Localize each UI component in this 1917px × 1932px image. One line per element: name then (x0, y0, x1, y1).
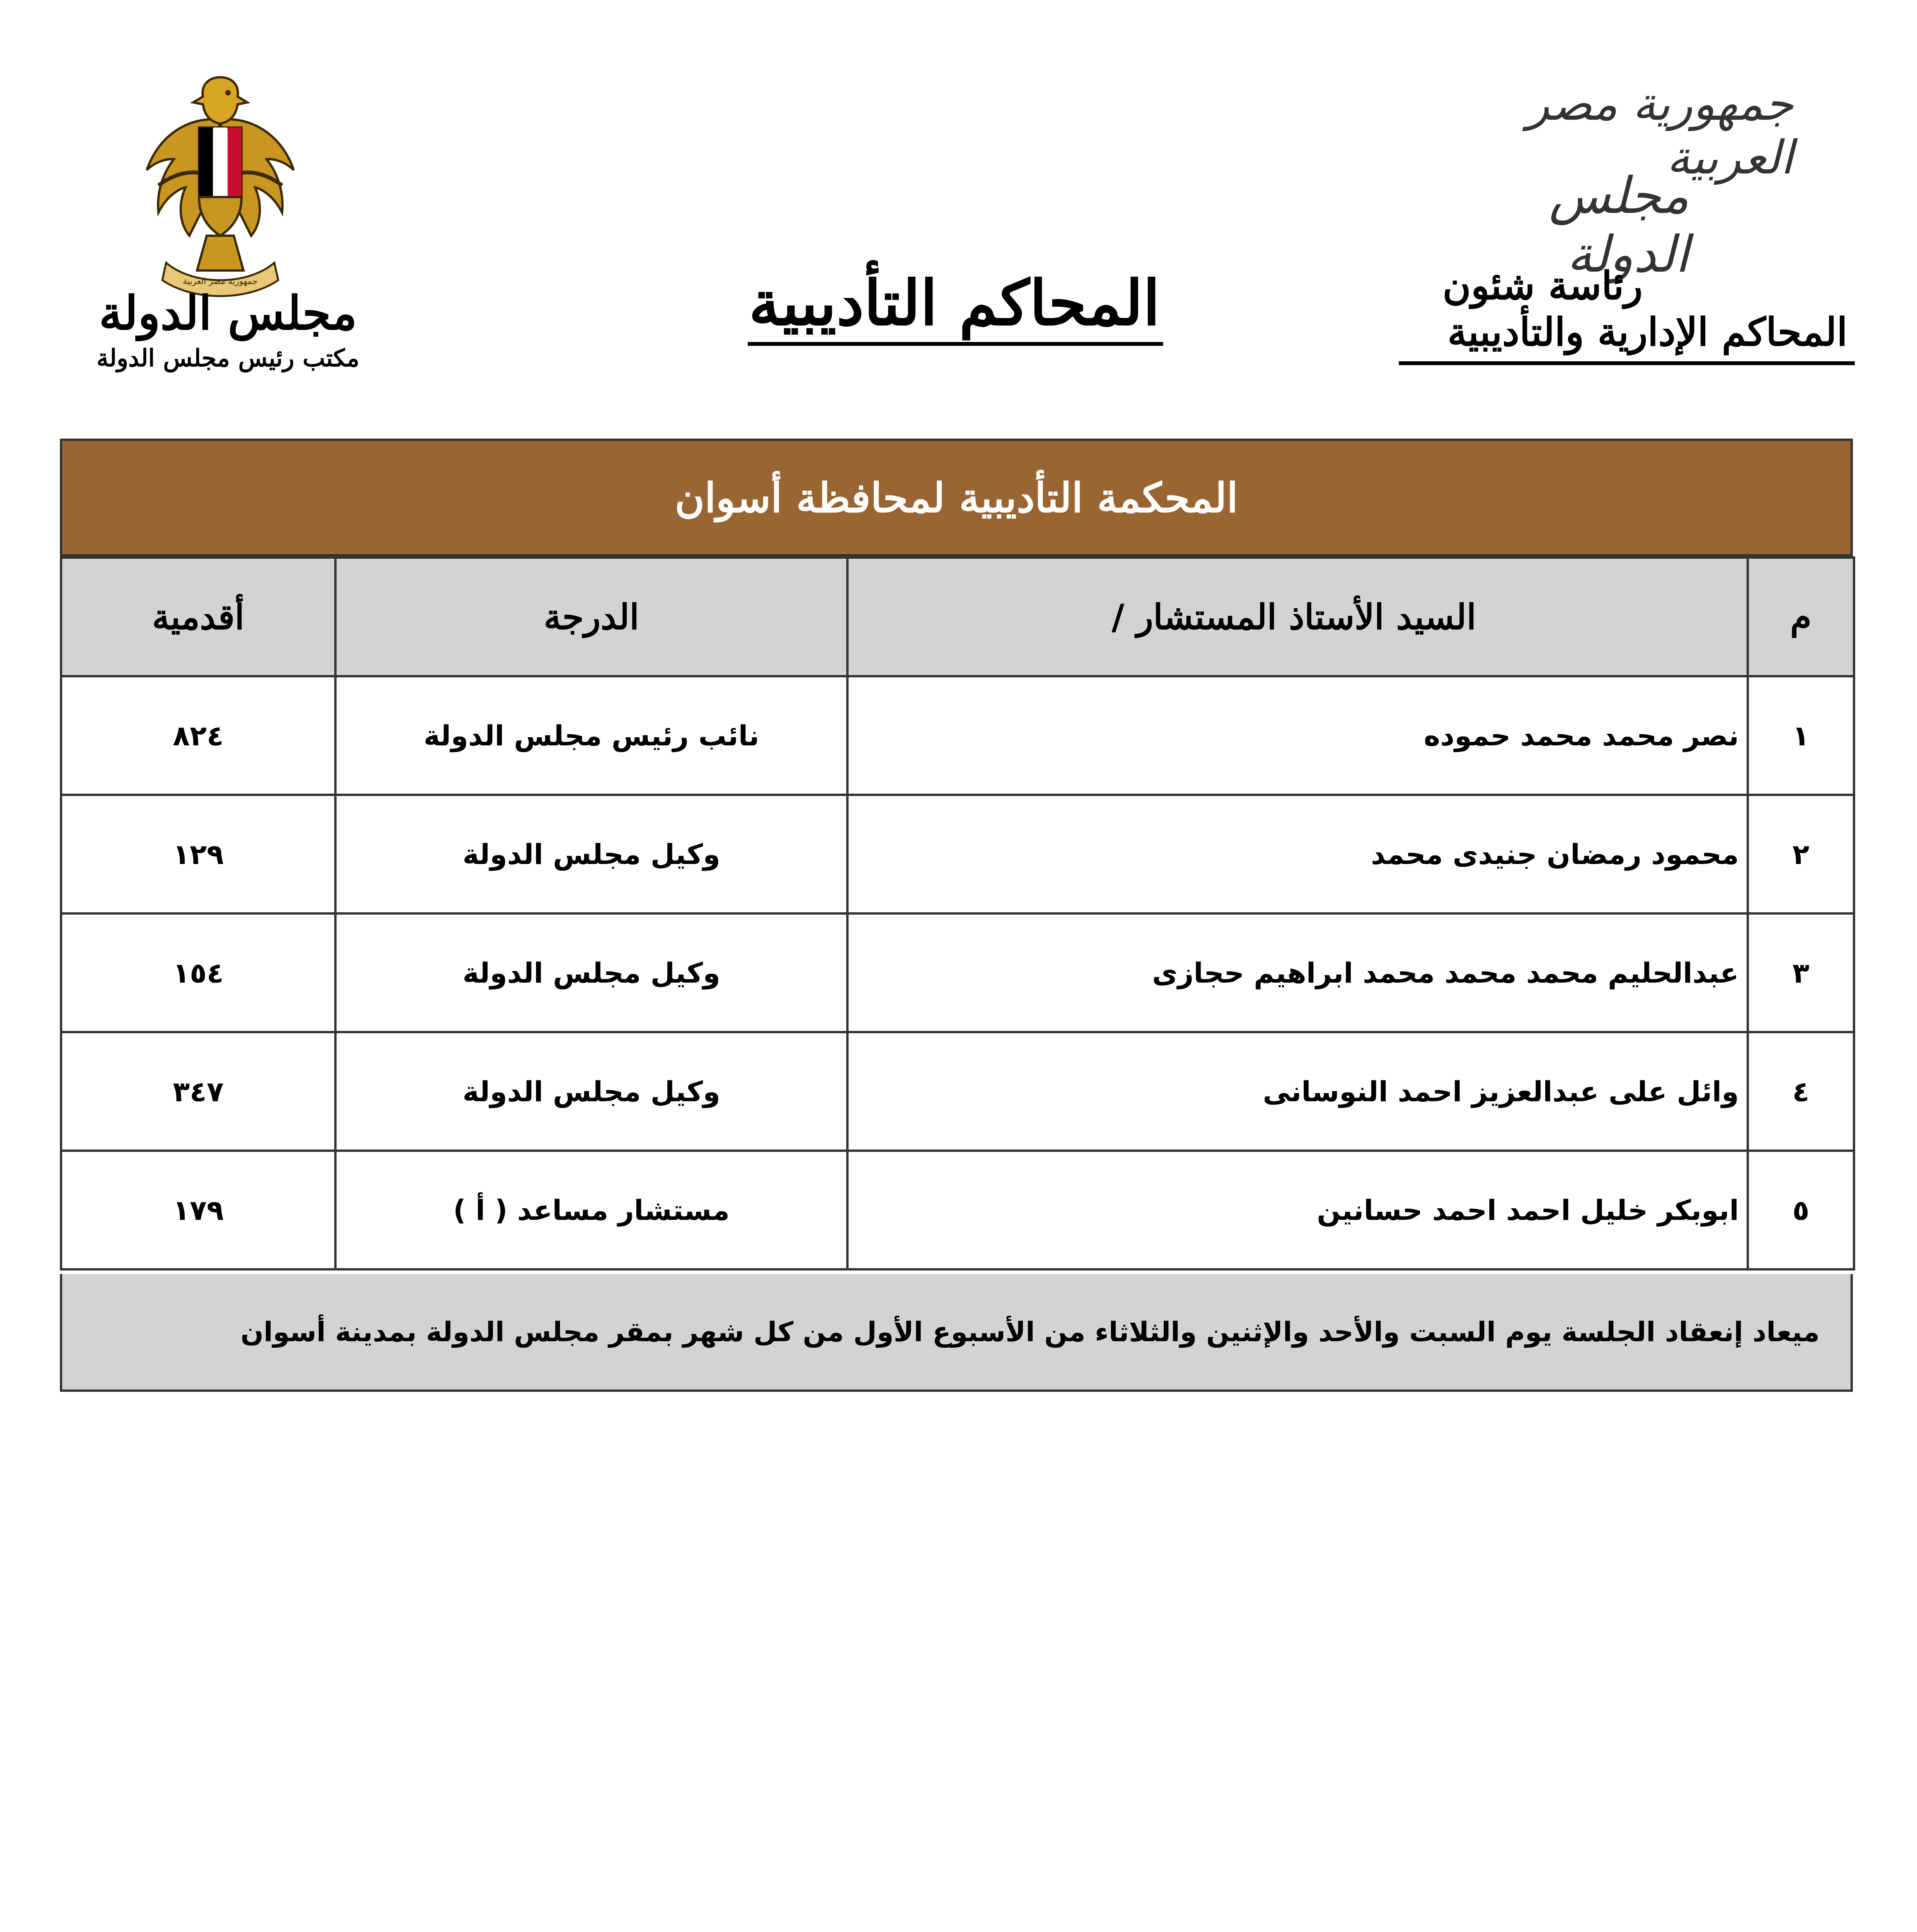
table-row (61, 913, 1854, 1032)
row-seniority: ٣٤٧ (61, 1032, 335, 1151)
row-rank: وكيل مجلس الدولة (335, 1032, 847, 1151)
row-name: محمود رمضان جنيدى محمد (847, 795, 1748, 913)
table-row (61, 1151, 1854, 1269)
row-name: نصر محمد محمد حموده (847, 676, 1748, 795)
row-index: ١ (1748, 676, 1854, 795)
row-name: ابوبكر خليل احمد احمد حسانين (847, 1151, 1748, 1269)
row-index: ٣ (1748, 913, 1854, 1032)
emblem-caption-council: مجلس الدولة (99, 286, 357, 340)
session-schedule (60, 1274, 1853, 1392)
row-seniority: ١٢٩ (61, 795, 335, 913)
table-row (61, 1032, 1854, 1151)
eagle-emblem-icon (143, 70, 298, 301)
header-name: السيد الأستاذ المستشار / (847, 558, 1748, 676)
row-rank: نائب رئيس مجلس الدولة (335, 676, 847, 795)
row-rank: مستشار مساعد ( أ ) (335, 1151, 847, 1269)
table-row (61, 676, 1854, 795)
header-seniority: أقدمية (61, 558, 335, 676)
emblem-caption-office: مكتب رئيس مجلس الدولة (96, 344, 360, 372)
header-courts-admin: المحاكم الإدارية والتأديبية (1447, 309, 1847, 355)
header-rank: الدرجة (335, 558, 847, 676)
judges-table (60, 556, 1855, 1270)
court-banner (60, 439, 1853, 556)
emblem-ribbon-text: جمهورية مصر العربية (183, 277, 258, 286)
header-underline (1399, 361, 1855, 365)
title-underline (748, 342, 1163, 346)
row-seniority: ١٧٩ (61, 1151, 335, 1269)
header-presidency: رئاسة شئون (1442, 263, 1643, 308)
row-index: ٢ (1748, 795, 1854, 913)
row-name: وائل على عبدالعزيز احمد النوسانى (847, 1032, 1748, 1151)
row-index: ٥ (1748, 1151, 1854, 1269)
session-schedule-text: ميعاد إنعقاد الجلسة يوم السبت والأحد والإثنين والثلاثاء من الأسبوع الأول من كل شهر بمقر مجلس الدولة بمدينة أسوان (240, 1316, 1820, 1348)
table-header-row (61, 558, 1854, 676)
header-republic: جمهورية مصر العربية (1527, 77, 1793, 185)
row-rank: وكيل مجلس الدولة (335, 913, 847, 1032)
page-title: المحاكم التأديبية (748, 267, 1160, 339)
court-banner-title: المحكمة التأديبية لمحافظة أسوان (675, 473, 1238, 522)
row-name: عبدالحليم محمد محمد محمد ابراهيم حجازى (847, 913, 1748, 1032)
header-council: مجلس الدولة (1549, 166, 1689, 284)
row-index: ٤ (1748, 1032, 1854, 1151)
header-index: م (1748, 558, 1854, 676)
row-seniority: ١٥٤ (61, 913, 335, 1032)
table-row (61, 795, 1854, 913)
row-seniority: ٨٢٤ (61, 676, 335, 795)
row-rank: وكيل مجلس الدولة (335, 795, 847, 913)
